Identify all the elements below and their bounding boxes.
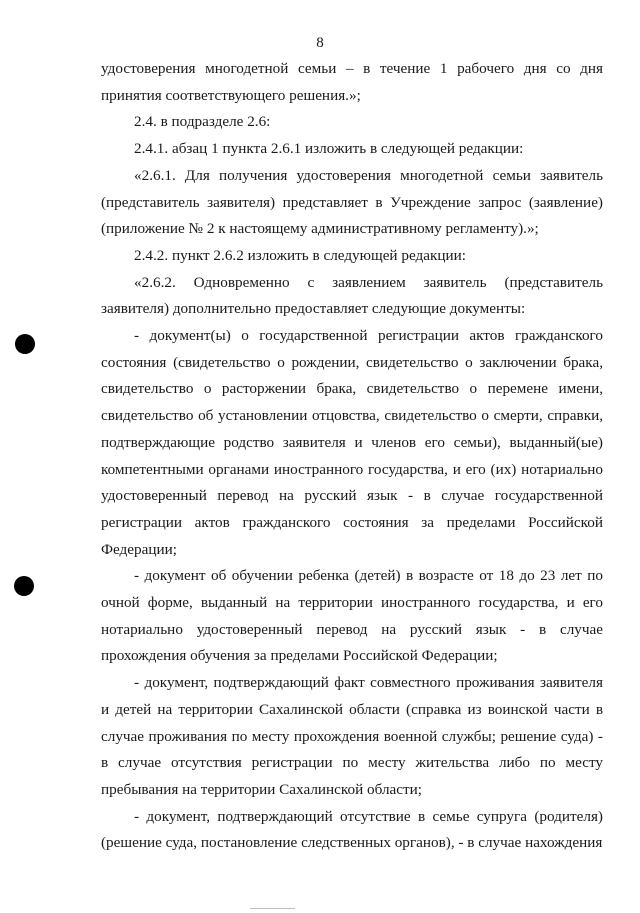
- paragraph-item-2-4-1: 2.4.1. абзац 1 пункта 2.6.1 изложить в следующей редакции:: [134, 140, 524, 158]
- paragraph-list-item-4: - документ, подтверждающий отсутствие в семье супруга (родителя) (решение суда, постановление следственных органов), - в случае нахождения: [101, 807, 603, 852]
- paragraph-list-item-3: - документ, подтверждающий факт совместного проживания заявителя и детей на территории Сахалинской области (справка из воинской части в случае проживания по месту прохождения военной службы; решение суда) - в случае отсутствия регистрации по месту жительства либо по месту пребывания на территории Сахалинской области;: [101, 674, 603, 798]
- paragraph-quote-2-6-2: «2.6.2. Одновременно с заявлением заявитель (представитель заявителя) дополнительно предоставляет следующие документы:: [101, 273, 603, 318]
- document-body: [101, 56, 603, 857]
- paragraph-item-2-4-2: 2.4.2. пункт 2.6.2 изложить в следующей редакции:: [134, 246, 466, 264]
- punch-hole-icon: [15, 334, 35, 354]
- punch-hole-icon: [14, 576, 34, 596]
- footer-divider: [250, 908, 295, 909]
- paragraph-continuation: удостоверения многодетной семьи – в течение 1 рабочего дня со дня принятия соответствующего решения.»;: [101, 60, 603, 104]
- paragraph-section-2-4: 2.4. в подразделе 2.6:: [134, 113, 271, 131]
- page-number: 8: [316, 35, 324, 51]
- paragraph-list-item-2: - документ об обучении ребенка (детей) в возрасте от 18 до 23 лет по очной форме, выданный на территории иностранного государства, и его нотариально удостоверенный перевод на русский язык - в случае прохождения обучения за пределами Российской Федерации;: [101, 567, 603, 665]
- paragraph-list-item-1: - документ(ы) о государственной регистрации актов гражданского состояния (свидетельство о рождении, свидетельство о заключении брака, свидетельство о расторжении брака, свидетельство о перемене имени, свидетельство об установлении отцовства, свидетельство о смерти, справки, подтверждающие родство заявителя и членов его семьи), выданный(ые) компетентными органами иностранного государства, и его (их) нотариально удостоверенный перевод на русский язык - в случае государственной регистрации актов гражданского состояния за пределами Российской Федерации;: [101, 327, 603, 558]
- paragraph-quote-2-6-1: «2.6.1. Для получения удостоверения многодетной семьи заявитель (представитель заявителя) представляет в Учреждение запрос (заявление) (приложение № 2 к настоящему административному регламенту).»;: [101, 166, 603, 238]
